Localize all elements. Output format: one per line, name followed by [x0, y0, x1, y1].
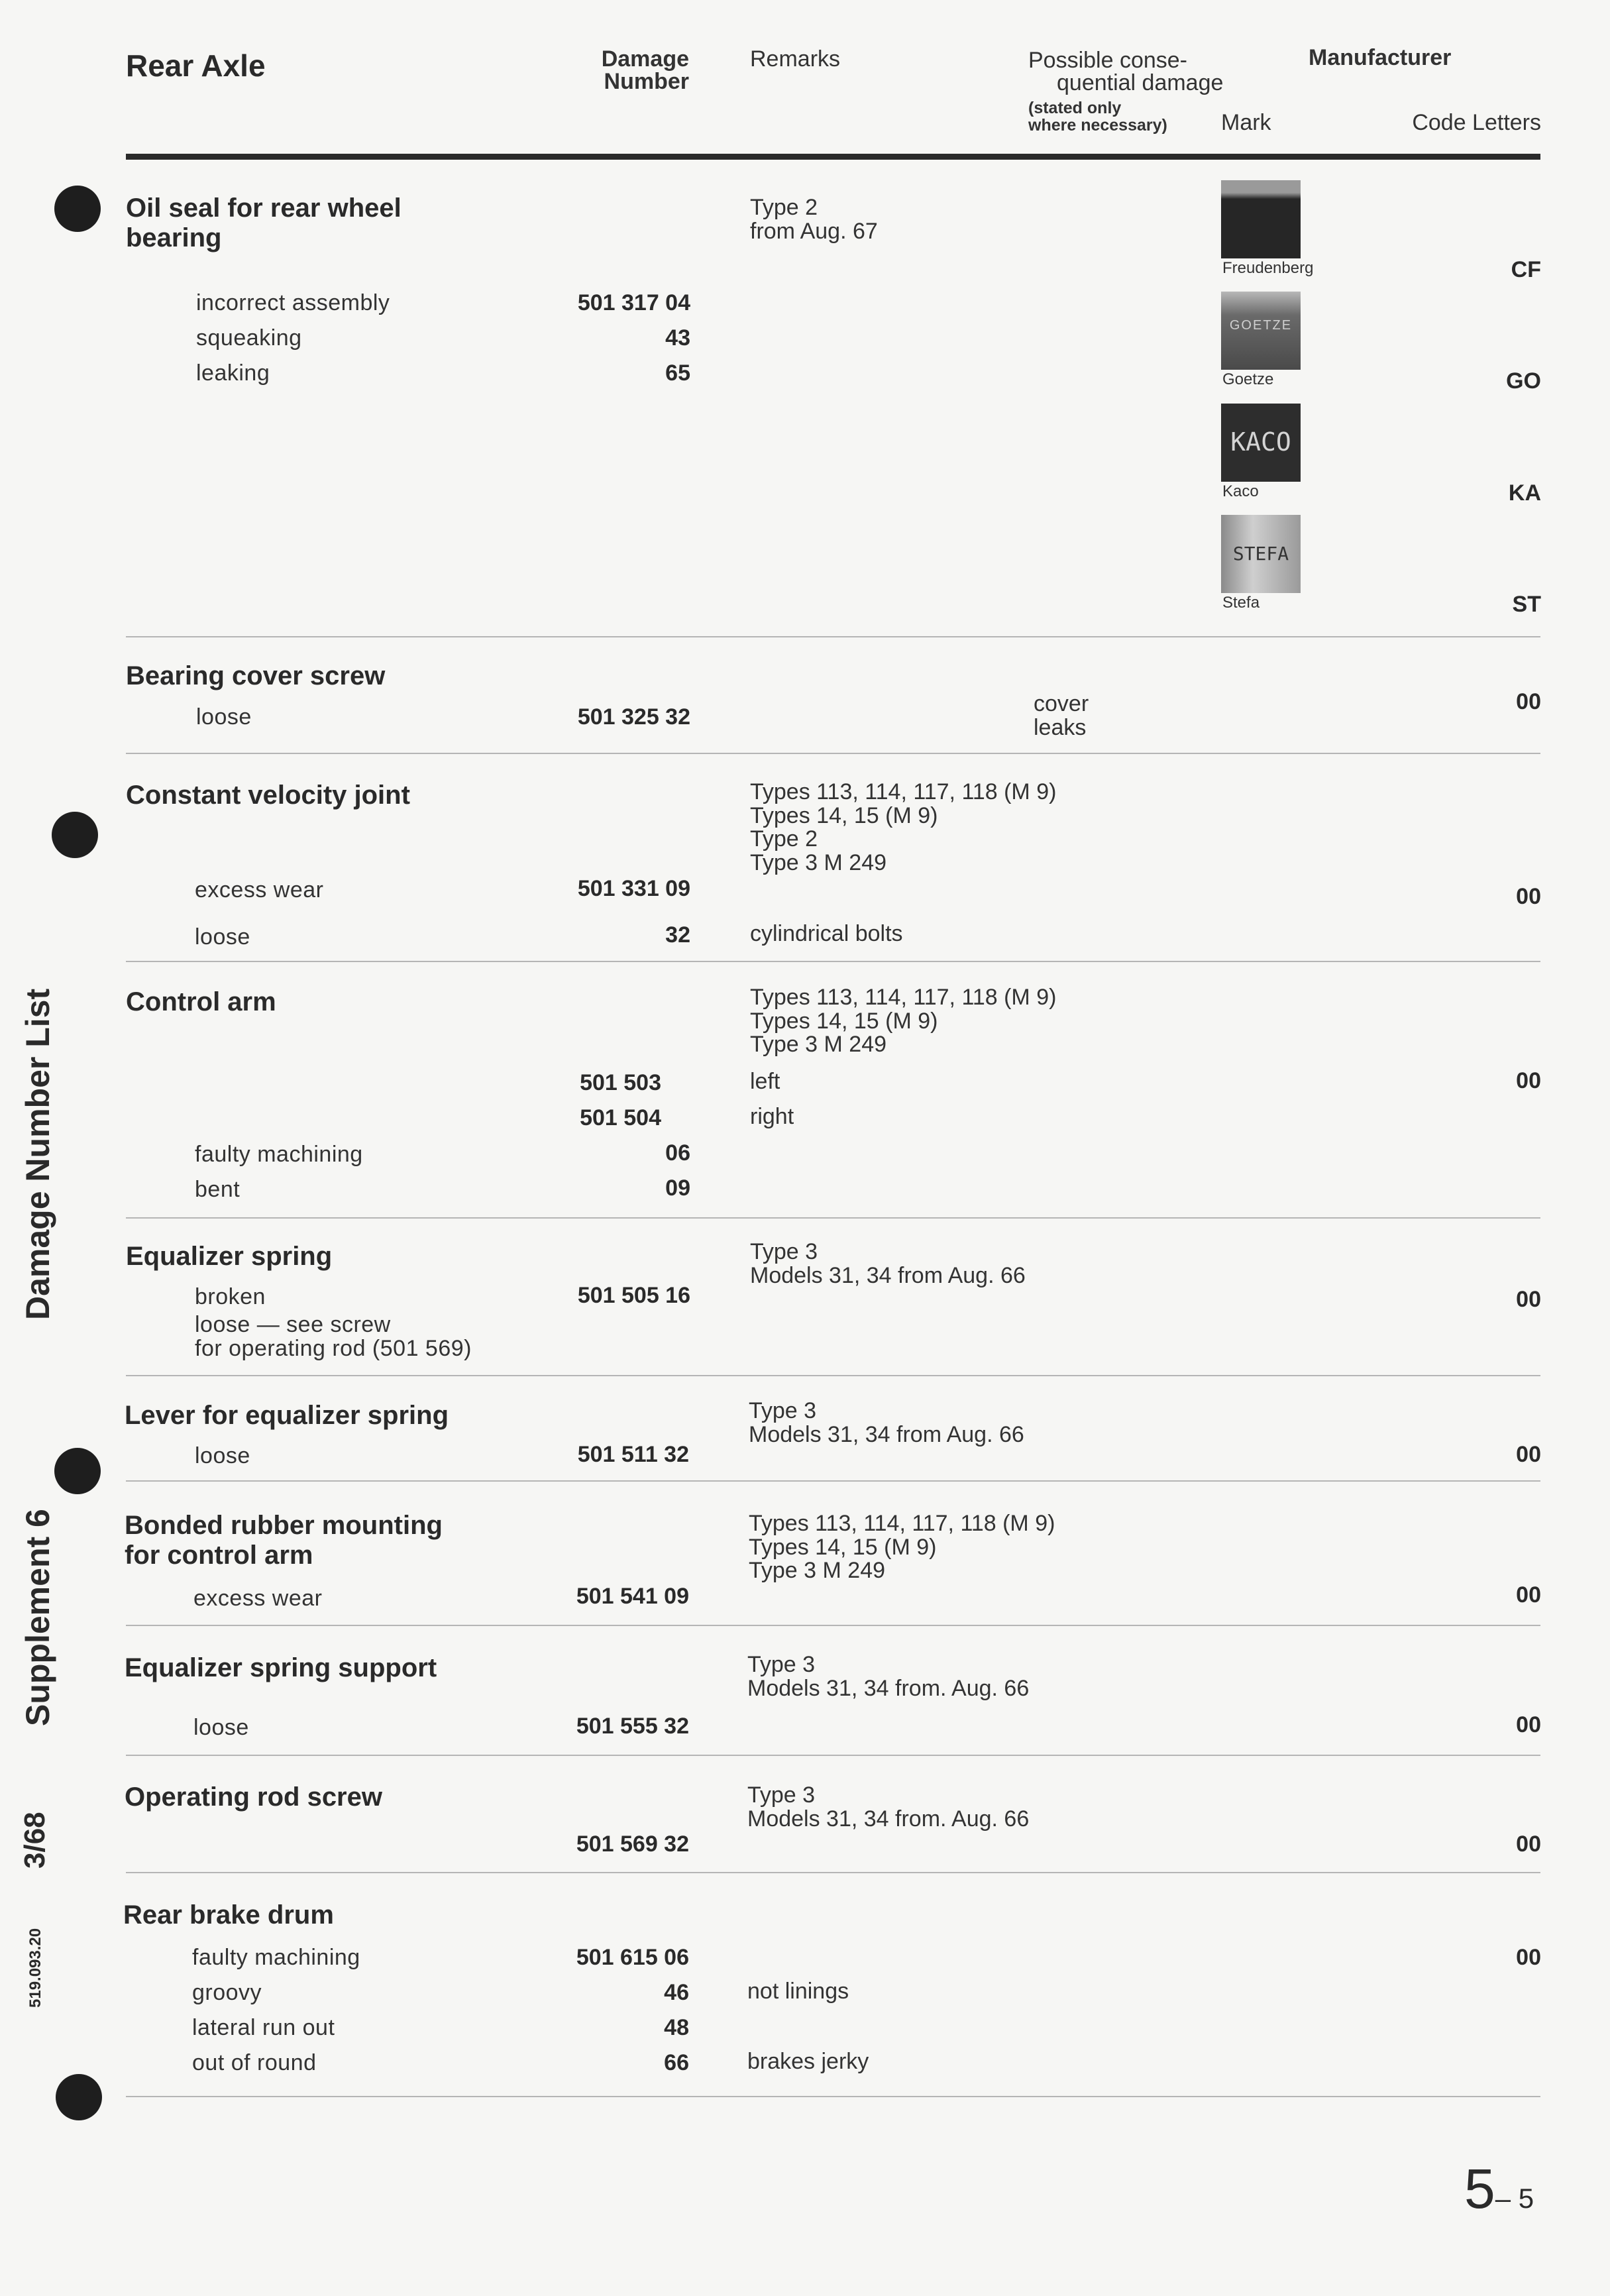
lever-item: loose — [195, 1443, 250, 1468]
code-ka: KA — [1508, 480, 1541, 506]
equalizer-spring-remark-1: Type 3 — [750, 1239, 818, 1264]
header-possible-1: Possible conse- — [1028, 48, 1188, 73]
header-rule — [126, 154, 1540, 160]
control-arm-remark: Types 14, 15 (M 9) — [750, 1008, 938, 1034]
brake-drum-item-remark: not linings — [747, 1979, 849, 2004]
oil-seal-item-number: 43 — [665, 325, 690, 351]
section-divider — [126, 753, 1540, 754]
oil-seal-remark-2: from Aug. 67 — [750, 218, 878, 244]
support-item: loose — [193, 1715, 249, 1740]
brake-drum-title: Rear brake drum — [123, 1900, 334, 1930]
equalizer-spring-note-2: for operating rod (501 569) — [195, 1335, 472, 1361]
control-arm-remark: Types 113, 114, 117, 118 (M 9) — [750, 985, 1057, 1010]
bonded-title-line1: Bonded rubber mounting — [125, 1511, 443, 1540]
section-divider — [126, 1755, 1540, 1756]
cv-joint-title: Constant velocity joint — [126, 781, 410, 810]
section-divider — [126, 1872, 1540, 1873]
goetze-logo-text: GOETZE — [1229, 318, 1293, 333]
equalizer-spring-code: 00 — [1516, 1287, 1541, 1312]
control-arm-remarks — [750, 986, 1056, 1057]
control-arm-item-number: 06 — [665, 1140, 690, 1166]
brake-drum-item-number: 501 615 06 — [576, 1945, 689, 1970]
oil-seal-remark-1: Type 2 — [750, 195, 818, 220]
page-title: Rear Axle — [126, 48, 266, 83]
cv-joint-item-number: 32 — [665, 922, 690, 948]
section-divider — [126, 1480, 1540, 1482]
support-code: 00 — [1516, 1712, 1541, 1737]
code-go: GO — [1506, 368, 1541, 394]
cv-joint-remark: Types 113, 114, 117, 118 (M 9) — [750, 779, 1057, 804]
sidebar-supplement: Supplement 6 — [19, 1509, 56, 1726]
header-stated-note — [1028, 99, 1167, 135]
control-arm-item-label: bent — [195, 1177, 241, 1202]
brake-drum-code: 00 — [1516, 1945, 1541, 1970]
freudenberg-caption: Freudenberg — [1222, 259, 1314, 277]
section-divider — [126, 2096, 1540, 2097]
equalizer-spring-remarks — [750, 1240, 1026, 1287]
brake-drum-item-label: faulty machining — [192, 1945, 360, 1970]
lever-code: 00 — [1516, 1442, 1541, 1467]
stefa-caption: Stefa — [1222, 594, 1260, 612]
bearing-cover-title: Bearing cover screw — [126, 661, 386, 690]
section-oil-seal-title — [126, 193, 402, 253]
sidebar-list-title: Damage Number List — [19, 988, 56, 1320]
control-arm-code: 00 — [1516, 1068, 1541, 1093]
header-manufacturer: Manufacturer — [1309, 45, 1452, 70]
section-divider — [126, 1375, 1540, 1376]
operating-rod-remark-2: Models 31, 34 from. Aug. 66 — [747, 1806, 1030, 1831]
bonded-number: 501 541 09 — [576, 1584, 689, 1609]
oil-seal-title-line2: bearing — [126, 223, 222, 252]
header-possible-2: quential damage — [1057, 70, 1224, 95]
header-number-label: Number — [604, 69, 689, 94]
equalizer-spring-item: broken — [195, 1284, 266, 1309]
bonded-item: excess wear — [193, 1586, 323, 1611]
header-damage-number — [583, 48, 689, 93]
oil-seal-item-label: incorrect assembly — [196, 290, 390, 315]
cv-joint-remarks — [750, 781, 1056, 875]
lever-remarks — [749, 1399, 1024, 1447]
control-arm-part-remark: left — [750, 1069, 780, 1094]
code-cf: CF — [1511, 257, 1541, 282]
freudenberg-mark-image — [1221, 180, 1301, 258]
cv-joint-item-remark: cylindrical bolts — [750, 921, 903, 946]
header-mark: Mark — [1221, 110, 1271, 135]
kaco-mark-image — [1221, 404, 1301, 482]
brake-drum-item-label: groovy — [192, 1980, 262, 2005]
equalizer-spring-note-1: loose — see screw — [195, 1312, 391, 1337]
cv-joint-remark: Type 2 — [750, 826, 818, 852]
binder-hole — [56, 2074, 102, 2120]
support-number: 501 555 32 — [576, 1714, 689, 1739]
goetze-caption: Goetze — [1222, 370, 1274, 388]
goetze-mark-image — [1221, 292, 1301, 370]
section-divider — [126, 636, 1540, 637]
code-st: ST — [1512, 592, 1541, 617]
bonded-title-line2: for control arm — [125, 1540, 313, 1570]
oil-seal-title-line1: Oil seal for rear wheel — [126, 193, 402, 223]
section-divider — [126, 961, 1540, 962]
binder-hole — [52, 812, 98, 858]
equalizer-spring-note — [195, 1313, 472, 1360]
header-stated-1: (stated only — [1028, 99, 1122, 117]
header-damage-label: Damage — [601, 46, 689, 72]
bonded-remark: Type 3 M 249 — [749, 1558, 886, 1584]
kaco-caption: Kaco — [1222, 482, 1259, 500]
control-arm-title: Control arm — [126, 987, 276, 1016]
section-divider — [126, 1217, 1540, 1219]
brake-drum-item-remark: brakes jerky — [747, 2049, 869, 2074]
equalizer-spring-title: Equalizer spring — [126, 1242, 333, 1271]
brake-drum-item-number: 66 — [664, 2050, 689, 2075]
bearing-cover-consequence — [1034, 692, 1089, 739]
operating-rod-number: 501 569 32 — [576, 1831, 689, 1857]
lever-remark-1: Type 3 — [749, 1398, 817, 1423]
sidebar-doc-number: 519.093.20 — [27, 1928, 44, 2008]
bonded-remark: Types 113, 114, 117, 118 (M 9) — [749, 1511, 1055, 1536]
support-remarks — [747, 1653, 1029, 1700]
oil-seal-item-label: squeaking — [196, 325, 302, 351]
brake-drum-item-label: lateral run out — [192, 2015, 335, 2040]
operating-rod-remarks — [747, 1784, 1029, 1831]
lever-title: Lever for equalizer spring — [125, 1401, 449, 1430]
header-stated-2: where necessary) — [1028, 116, 1167, 135]
oil-seal-item-number: 65 — [665, 360, 690, 386]
page-number — [1464, 2157, 1534, 2221]
equalizer-spring-number: 501 505 16 — [577, 1283, 690, 1308]
stefa-logo-text: STEFA — [1232, 543, 1289, 565]
bearing-cover-number: 501 325 32 — [577, 704, 690, 730]
control-arm-part-number: 501 503 — [580, 1070, 661, 1095]
section-divider — [126, 1625, 1540, 1626]
bearing-cover-item: loose — [196, 704, 252, 730]
cv-joint-item-label: excess wear — [195, 877, 324, 902]
header-code-letters: Code Letters — [1412, 110, 1541, 135]
equalizer-spring-remark-2: Models 31, 34 from Aug. 66 — [750, 1262, 1026, 1288]
brake-drum-item-number: 48 — [664, 2015, 689, 2040]
oil-seal-item-label: leaking — [196, 360, 270, 386]
control-arm-item-label: faulty machining — [195, 1142, 363, 1167]
operating-rod-code: 00 — [1516, 1831, 1541, 1857]
header-remarks: Remarks — [750, 46, 841, 72]
cv-joint-remark: Types 14, 15 (M 9) — [750, 802, 938, 828]
bearing-cover-code: 00 — [1516, 689, 1541, 714]
support-remark-1: Type 3 — [747, 1652, 816, 1677]
cv-joint-item-label: loose — [195, 924, 250, 950]
brake-drum-item-label: out of round — [192, 2050, 317, 2075]
lever-remark-2: Models 31, 34 from Aug. 66 — [749, 1421, 1024, 1447]
control-arm-part-remark: right — [750, 1104, 794, 1129]
control-arm-item-number: 09 — [665, 1175, 690, 1201]
page-number-minor: – 5 — [1495, 2183, 1534, 2214]
cv-joint-item-number: 501 331 09 — [577, 876, 690, 901]
support-title: Equalizer spring support — [125, 1653, 437, 1682]
bonded-title — [125, 1511, 443, 1570]
bearing-cover-consequence-1: cover — [1034, 691, 1089, 716]
bonded-code: 00 — [1516, 1582, 1541, 1608]
sidebar-date: 3/68 — [19, 1812, 51, 1869]
control-arm-remark: Type 3 M 249 — [750, 1032, 887, 1058]
stefa-mark-image — [1221, 515, 1301, 593]
support-remark-2: Models 31, 34 from. Aug. 66 — [747, 1675, 1030, 1701]
bearing-cover-consequence-2: leaks — [1034, 714, 1087, 740]
bonded-remarks — [749, 1512, 1055, 1583]
cv-joint-remark: Type 3 M 249 — [750, 850, 887, 876]
bonded-remark: Types 14, 15 (M 9) — [749, 1534, 937, 1560]
oil-seal-item-number: 501 317 04 — [577, 290, 690, 315]
oil-seal-remarks — [750, 196, 878, 243]
brake-drum-item-number: 46 — [664, 1980, 689, 2005]
operating-rod-remark-1: Type 3 — [747, 1782, 816, 1808]
cv-joint-code: 00 — [1516, 884, 1541, 909]
kaco-logo-text: KACO — [1230, 427, 1291, 457]
lever-number: 501 511 32 — [577, 1442, 689, 1467]
page-number-major: 5 — [1464, 2158, 1495, 2220]
operating-rod-title: Operating rod screw — [125, 1782, 382, 1812]
control-arm-part-number: 501 504 — [580, 1105, 661, 1130]
binder-hole — [54, 186, 101, 232]
binder-hole — [54, 1448, 101, 1494]
